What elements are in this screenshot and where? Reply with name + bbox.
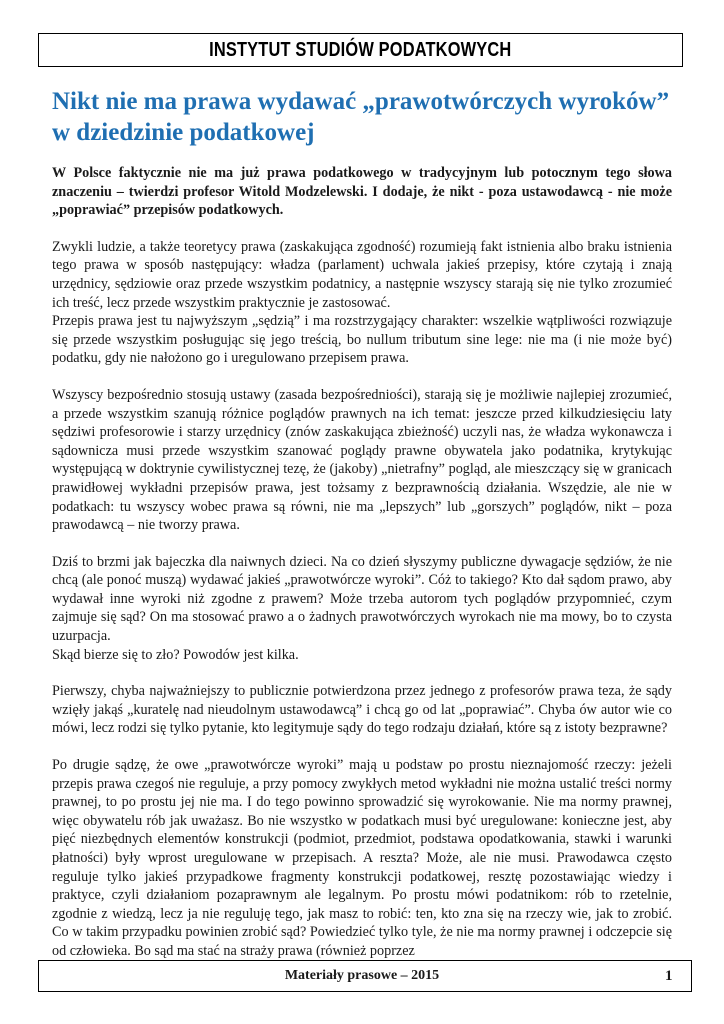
paragraph-text: Zwykli ludzie, a także teoretycy prawa (zaskakująca zgodność) rozumieją fakt istnienia albo braku istnienia tego prawa w sposób następujący: władza (parlament) uchwala jakieś przepisy, które czytają i znają urzędnicy, sędziowie oraz przede wszystkim podatnicy, a następnie wszyscy starają się nie tylko zrozumieć ich treść, lecz przede wszystkim praktycznie je zastosować.: [52, 238, 672, 311]
page-number: 1: [665, 967, 673, 984]
paragraph-1: [52, 238, 672, 368]
article-title: Nikt nie ma prawa wydawać „prawotwórczych wyroków” w dziedzinie podatkowej: [52, 88, 670, 146]
paragraph-text: Skąd bierze się to zło? Powodów jest kilka.: [52, 646, 299, 663]
paragraph-text: Przepis prawa jest tu najwyższym „sędzią” i ma rozstrzygający charakter: wszelkie wątpliwości rozwiązuje się przede wszystkim posługując się jego treścią, bo nullum tributum sine lege: nie ma (i nie może być) podatku, gdy nie nałożono go i uregulowano przepisem prawa.: [52, 313, 672, 367]
article-body: [52, 164, 672, 961]
paragraph-text: Dziś to brzmi jak bajeczka dla naiwnych dzieci. Na co dzień słyszymy publiczne dywagacje sędziów, że nie chcą (ale ponoć muszą) wydawać jakieś „prawotwórcze wyroki”. Cóż to takiego? Kto dał sądom prawo, aby wydawał inne wyroki niż zgodne z prawem? Może trzeba autorom tych poglądów przypomnieć, czym zajmuje się sąd? On ma stosować prawo a o żadnych prawotwórczych wyrokach nie ma mowy, bo to czysta uzurpacja.: [52, 553, 672, 645]
paragraph-text: Po drugie sądzę, że owe „prawotwórcze wyroki” mają u podstaw po prostu nieznajomość rzeczy: jeżeli przepis prawa czegoś nie reguluje, a przy pomocy zwykłych metod wykładni nie można ustalić treści normy prawnej, to po prostu jej nie ma. I do tego powinno sprowadzić się wyrokowanie. Nie ma normy prawnej, więc obywatelu rób jak uważasz. Bo nie wszystko w podatkach musi być uregulowane: konieczne jest, aby pięć niezbędnych elementów konstrukcji (podmiot, przedmiot, podstawa opodatkowania, stawki i warunki płatności) były wprost uregulowane w przepisach. A reszta? Może, ale nie musi. Prawodawca często reguluje tylko jakieś przypadkowe fragmenty konstrukcji podatkowej, resztę pozostawiając wiedzy i praktyce, czyli działaniom pozaprawnym ale legalnym. Po prostu mówi podatnikom: rób to rzetelnie, zgodnie z wiedzą, lecz ja nie reguluję tego, jak masz to robić: ten, kto zna się na rzeczy wie, jak to zrobić. Co w takim przypadku powinien zrobić sąd? Powiedzieć tylko tyle, że nie ma normy prawnej i odczepcie się od człowieka. Bo sąd ma stać na straży prawa (również poprzez: [52, 757, 672, 959]
paragraph-text: Pierwszy, chyba najważniejszy to publicznie potwierdzona przez jednego z profesorów prawa teza, że sądy wzięły jakąś „kuratelę nad nieudolnym ustawodawcą” i chcą go od lat „poprawiać”. Chyba ów autor wie co mówi, lecz rodzi się tylko pytanie, kto legitymuje sądy do tego rodzaju działań, które są z istoty bezprawne?: [52, 683, 672, 737]
paragraph-3: [52, 553, 672, 665]
header-banner: [38, 33, 683, 67]
paragraph-text: Wszyscy bezpośrednio stosują ustawy (zasada bezpośredniości), starają się je możliwie najlepiej zrozumieć, a przede wszystkim szanują różnice poglądów prawnych na ich temat: jeszcze przed kilkudziesięciu laty sędziwi profesorowie i starzy urzędnicy (znów zaskakująca zbieżność) uczyli nas, że władza wykonawcza i sądownicza musi przede wszystkim szanować poglądy prawne obywatela jako podatnika, krytykując występującą w doktrynie cywilistycznej tezę, że (jakoby) „nietrafny” pogląd, ale mieszczący się w granicach prawidłowej wykładni przepisów prawa, jest tożsamy z bezprawnością działania. Wszędzie, ale nie w podatkach: tu wszyscy wobec prawa są równi, nie ma „lepszych” lub „gorszych” poglądów, nikt – poza prawodawcą – nie tworzy prawa.: [52, 386, 672, 534]
paragraph-2: [52, 386, 672, 535]
footer-bar: [38, 960, 692, 992]
article-lead: W Polsce faktycznie nie ma już prawa podatkowego w tradycyjnym lub potocznym tego słowa znaczeniu – twierdzi profesor Witold Modzelewski. I dodaje, że nikt - poza ustawodawcą - nie może „poprawiać” przepisów podatkowych.: [52, 165, 672, 219]
paragraph-5: [52, 756, 672, 961]
footer-label: Materiały prasowe – 2015: [284, 968, 440, 983]
institute-name: INSTYTUT STUDIÓW PODATKOWYCH: [209, 38, 512, 61]
paragraph-4: [52, 682, 672, 738]
